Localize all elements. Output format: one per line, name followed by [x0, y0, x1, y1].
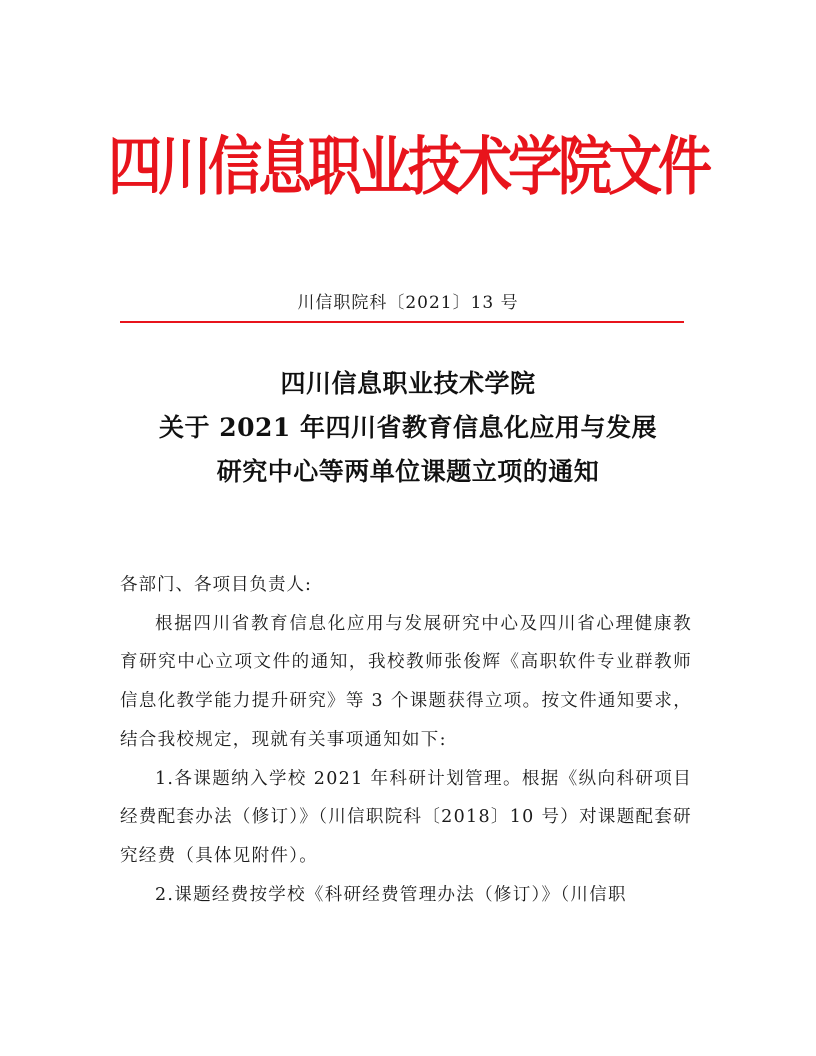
body-paragraph-item-1: 1.各课题纳入学校 2021 年科研计划管理。根据《纵向科研项目经费配套办法（修订）》（川信职院科〔2018〕10 号）对课题配套研究经费（具体见附件）。: [120, 768, 692, 866]
notice-title-line-3: 研究中心等两单位课题立项的通知: [216, 457, 600, 486]
body-paragraph-intro: 根据四川省教育信息化应用与发展研究中心及四川省心理健康教育研究中心立项文件的通知，我校教师张俊辉《高职软件专业群教师信息化教学能力提升研究》等 3 个课题获得立项。按文件通知要求，结合我校规定，现就有关事项通知如下:: [120, 613, 692, 750]
body-paragraph-item-2: 2.课题经费按学校《科研经费管理办法（修订）》（川信职: [155, 884, 627, 905]
notice-title: [0, 362, 816, 494]
salutation: 各部门、各项目负责人:: [120, 575, 312, 595]
notice-title-line-1: 四川信息职业技术学院: [280, 369, 536, 398]
document-number: 川信职院科〔2021〕13 号: [297, 293, 519, 313]
institution-document-header: 四川信息职业技术学院文件: [108, 129, 708, 204]
red-divider-line: [120, 321, 684, 323]
notice-body: [120, 566, 692, 914]
notice-title-line-2: 关于 2021 年四川省教育信息化应用与发展: [159, 413, 657, 442]
